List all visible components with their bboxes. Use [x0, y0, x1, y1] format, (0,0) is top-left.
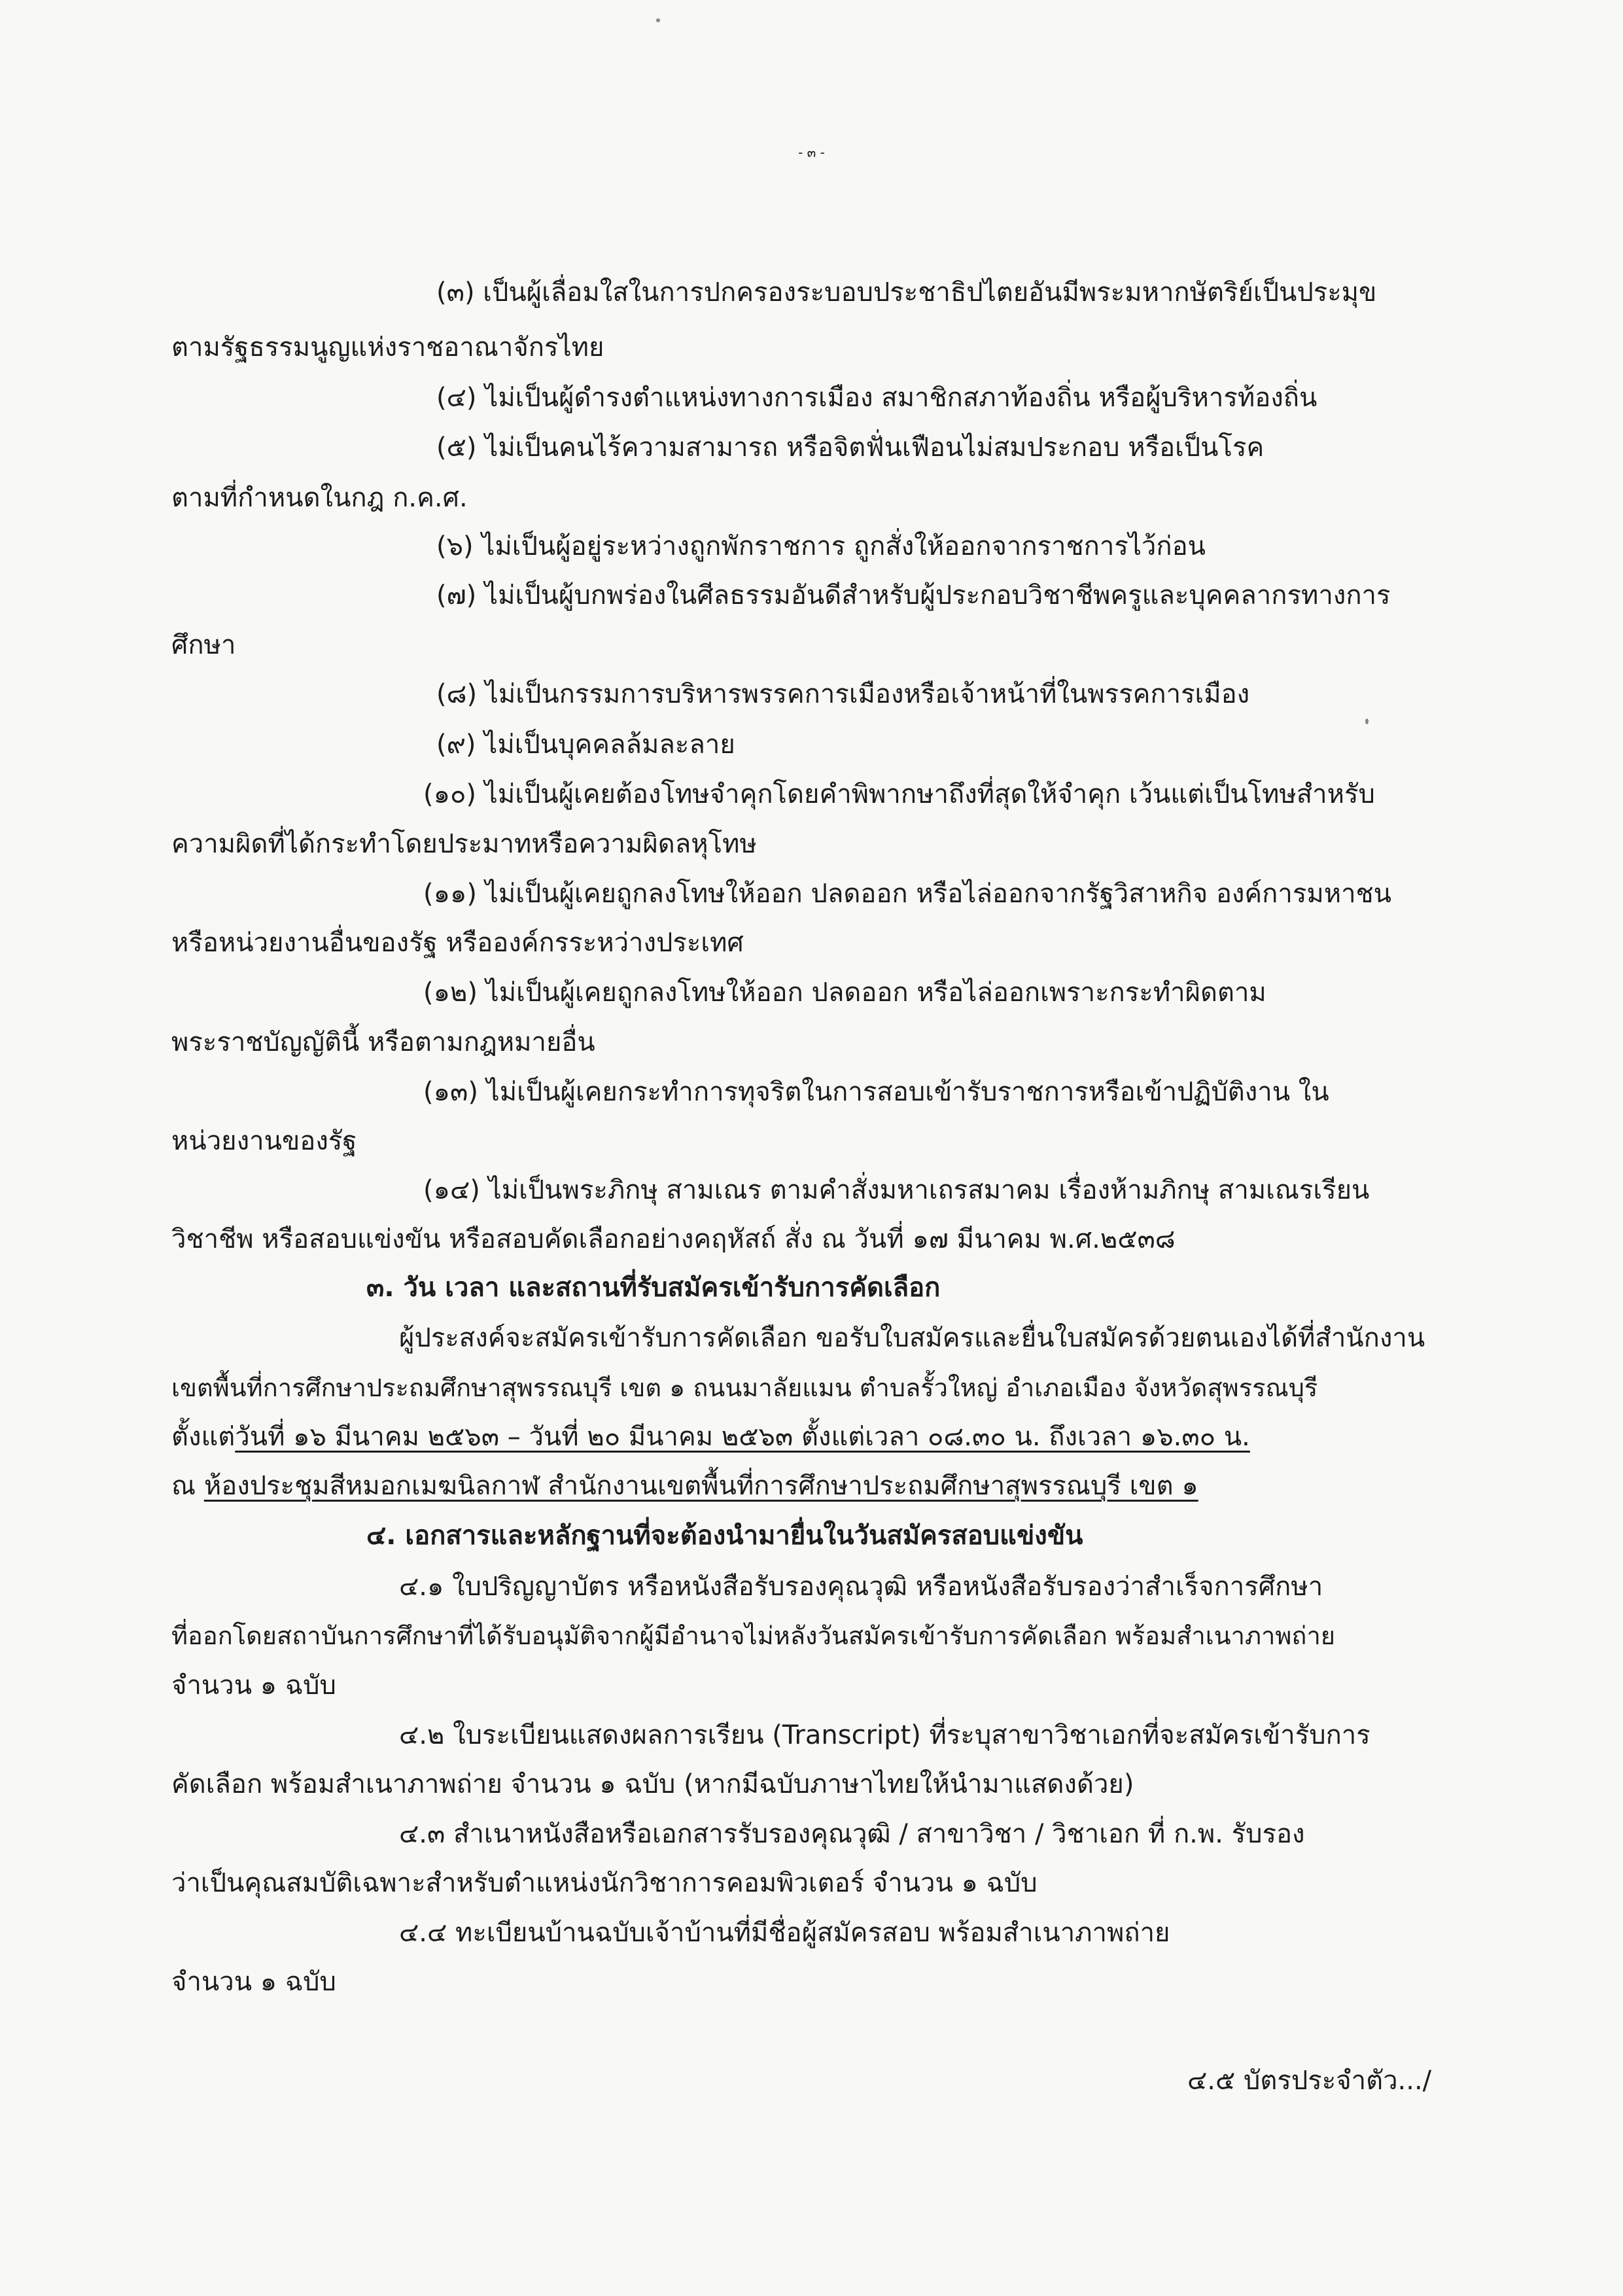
text-line: จำนวน ๑ ฉบับ: [171, 1967, 336, 1997]
text-fragment: ตั้งแต่: [171, 1422, 236, 1452]
text-line: เขตพื้นที่การศึกษาประถมศึกษาสุพรรณบุรี เขต ๑ ถนนมาลัยแมน ตำบลรั้วใหญ่ อำเภอเมือง จังหวัดสุพรรณบุรี: [171, 1373, 1318, 1402]
text-line: ตามรัฐธรรมนูญแห่งราชอาณาจักรไทย: [171, 332, 604, 362]
text-line: (๗) ไม่เป็นผู้บกพร่องในศีลธรรมอันดีสำหรับผู้ประกอบวิชาชีพครูและบุคคลากรทางการ: [436, 580, 1391, 610]
scan-speck: [1365, 718, 1369, 724]
application-venue: ห้องประชุมสีหมอกเมฆนิลกาฬ สำนักงานเขตพื้นที่การศึกษาประถมศึกษาสุพรรณบุรี เขต ๑: [203, 1471, 1198, 1501]
text-line: หรือหน่วยงานอื่นของรัฐ หรือองค์กรระหว่างประเทศ: [171, 928, 744, 958]
text-line: ผู้ประสงค์จะสมัครเข้ารับการคัดเลือก ขอรับใบสมัครและยื่นใบสมัครด้วยตนเองได้ที่สำนักงาน: [399, 1323, 1425, 1353]
text-line: [171, 1419, 1250, 1455]
text-line: ว่าเป็นคุณสมบัติเฉพาะสำหรับตำแหน่งนักวิชาการคอมพิวเตอร์ จำนวน ๑ ฉบับ: [171, 1868, 1038, 1898]
text-line: (๑๑) ไม่เป็นผู้เคยถูกลงโทษให้ออก ปลดออก หรือไล่ออกจากรัฐวิสาหกิจ องค์การมหาชน: [423, 879, 1392, 909]
text-line: คัดเลือก พร้อมสำเนาภาพถ่าย จำนวน ๑ ฉบับ (หากมีฉบับภาษาไทยให้นำมาแสดงด้วย): [171, 1769, 1134, 1799]
section-heading-4: ๔. เอกสารและหลักฐานที่จะต้องนำมายื่นในวันสมัครสอบแข่งขัน: [366, 1521, 1083, 1551]
page-number: - ๓ -: [798, 145, 825, 160]
scan-speck: [656, 18, 660, 22]
text-line: ๔.๒ ใบระเบียนแสดงผลการเรียน (Transcript) ที่ระบุสาขาวิชาเอกที่จะสมัครเข้ารับการ: [399, 1720, 1370, 1750]
text-line: พระราชบัญญัตินี้ หรือตามกฎหมายอื่น: [171, 1027, 595, 1057]
text-line: จำนวน ๑ ฉบับ: [171, 1670, 336, 1701]
text-fragment: ณ: [171, 1471, 204, 1501]
text-line: (๙) ไม่เป็นบุคคลล้มละลาย: [436, 730, 735, 760]
section-heading-3: ๓. วัน เวลา และสถานที่รับสมัครเข้ารับการคัดเลือก: [366, 1273, 941, 1303]
text-line: วิชาชีพ หรือสอบแข่งขัน หรือสอบคัดเลือกอย่างคฤหัสถ์ สั่ง ณ วันที่ ๑๗ มีนาคม พ.ศ.๒๕๓๘: [171, 1224, 1176, 1254]
text-line: (๖) ไม่เป็นผู้อยู่ระหว่างถูกพักราชการ ถูกสั่งให้ออกจากราชการไว้ก่อน: [436, 531, 1206, 561]
text-line: (๘) ไม่เป็นกรรมการบริหารพรรคการเมืองหรือเจ้าหน้าที่ในพรรคการเมือง: [436, 679, 1250, 709]
text-line: (๑๐) ไม่เป็นผู้เคยต้องโทษจำคุกโดยคำพิพากษาถึงที่สุดให้จำคุก เว้นแต่เป็นโทษสำหรับ: [423, 779, 1375, 809]
text-line: ๔.๔ ทะเบียนบ้านฉบับเจ้าบ้านที่มีชื่อผู้สมัครสอบ พร้อมสำเนาภาพถ่าย: [399, 1918, 1170, 1948]
text-line: หน่วยงานของรัฐ: [171, 1126, 357, 1156]
application-period: วันที่ ๑๖ มีนาคม ๒๕๖๓ – วันที่ ๒๐ มีนาคม ๒๕๖๓ ตั้งแต่เวลา ๐๘.๓๐ น. ถึงเวลา ๑๖.๓๐ น.: [235, 1422, 1250, 1452]
text-line: (๔) ไม่เป็นผู้ดำรงตำแหน่งทางการเมือง สมาชิกสภาท้องถิ่น หรือผู้บริหารท้องถิ่น: [436, 383, 1318, 413]
text-line: ศึกษา: [171, 630, 236, 660]
text-line: ความผิดที่ได้กระทำโดยประมาทหรือความผิดลหุโทษ: [171, 829, 757, 859]
text-line: [171, 1468, 1198, 1504]
text-line: ตามที่กำหนดในกฎ ก.ค.ศ.: [171, 483, 468, 513]
text-line: (๑๓) ไม่เป็นผู้เคยกระทำการทุจริตในการสอบเข้ารับราชการหรือเข้าปฏิบัติงาน ใน: [423, 1077, 1329, 1107]
text-line: (๓) เป็นผู้เลื่อมใสในการปกครองระบอบประชาธิปไตยอันมีพระมหากษัตริย์เป็นประมุข: [436, 277, 1377, 308]
page-footer-continuation: ๔.๕ บัตรประจำตัว.../: [1187, 2066, 1432, 2096]
text-line: (๑๒) ไม่เป็นผู้เคยถูกลงโทษให้ออก ปลดออก หรือไล่ออกเพราะกระทำผิดตาม: [423, 978, 1266, 1008]
text-line: ที่ออกโดยสถาบันการศึกษาที่ได้รับอนุมัติจากผู้มีอำนาจไม่หลังวันสมัครเข้ารับการคัดเลือก พร้อมสำเนาภาพถ่าย: [171, 1621, 1336, 1650]
text-line: (๕) ไม่เป็นคนไร้ความสามารถ หรือจิตฟั่นเฟือนไม่สมประกอบ หรือเป็นโรค: [436, 433, 1265, 463]
text-line: ๔.๑ ใบปริญญาบัตร หรือหนังสือรับรองคุณวุฒิ หรือหนังสือรับรองว่าสำเร็จการศึกษา: [399, 1572, 1323, 1602]
text-line: (๑๔) ไม่เป็นพระภิกษุ สามเณร ตามคำสั่งมหาเถรสมาคม เรื่องห้ามภิกษุ สามเณรเรียน: [423, 1175, 1370, 1205]
text-line: ๔.๓ สำเนาหนังสือหรือเอกสารรับรองคุณวุฒิ / สาขาวิชา / วิชาเอก ที่ ก.พ. รับรอง: [399, 1819, 1305, 1849]
